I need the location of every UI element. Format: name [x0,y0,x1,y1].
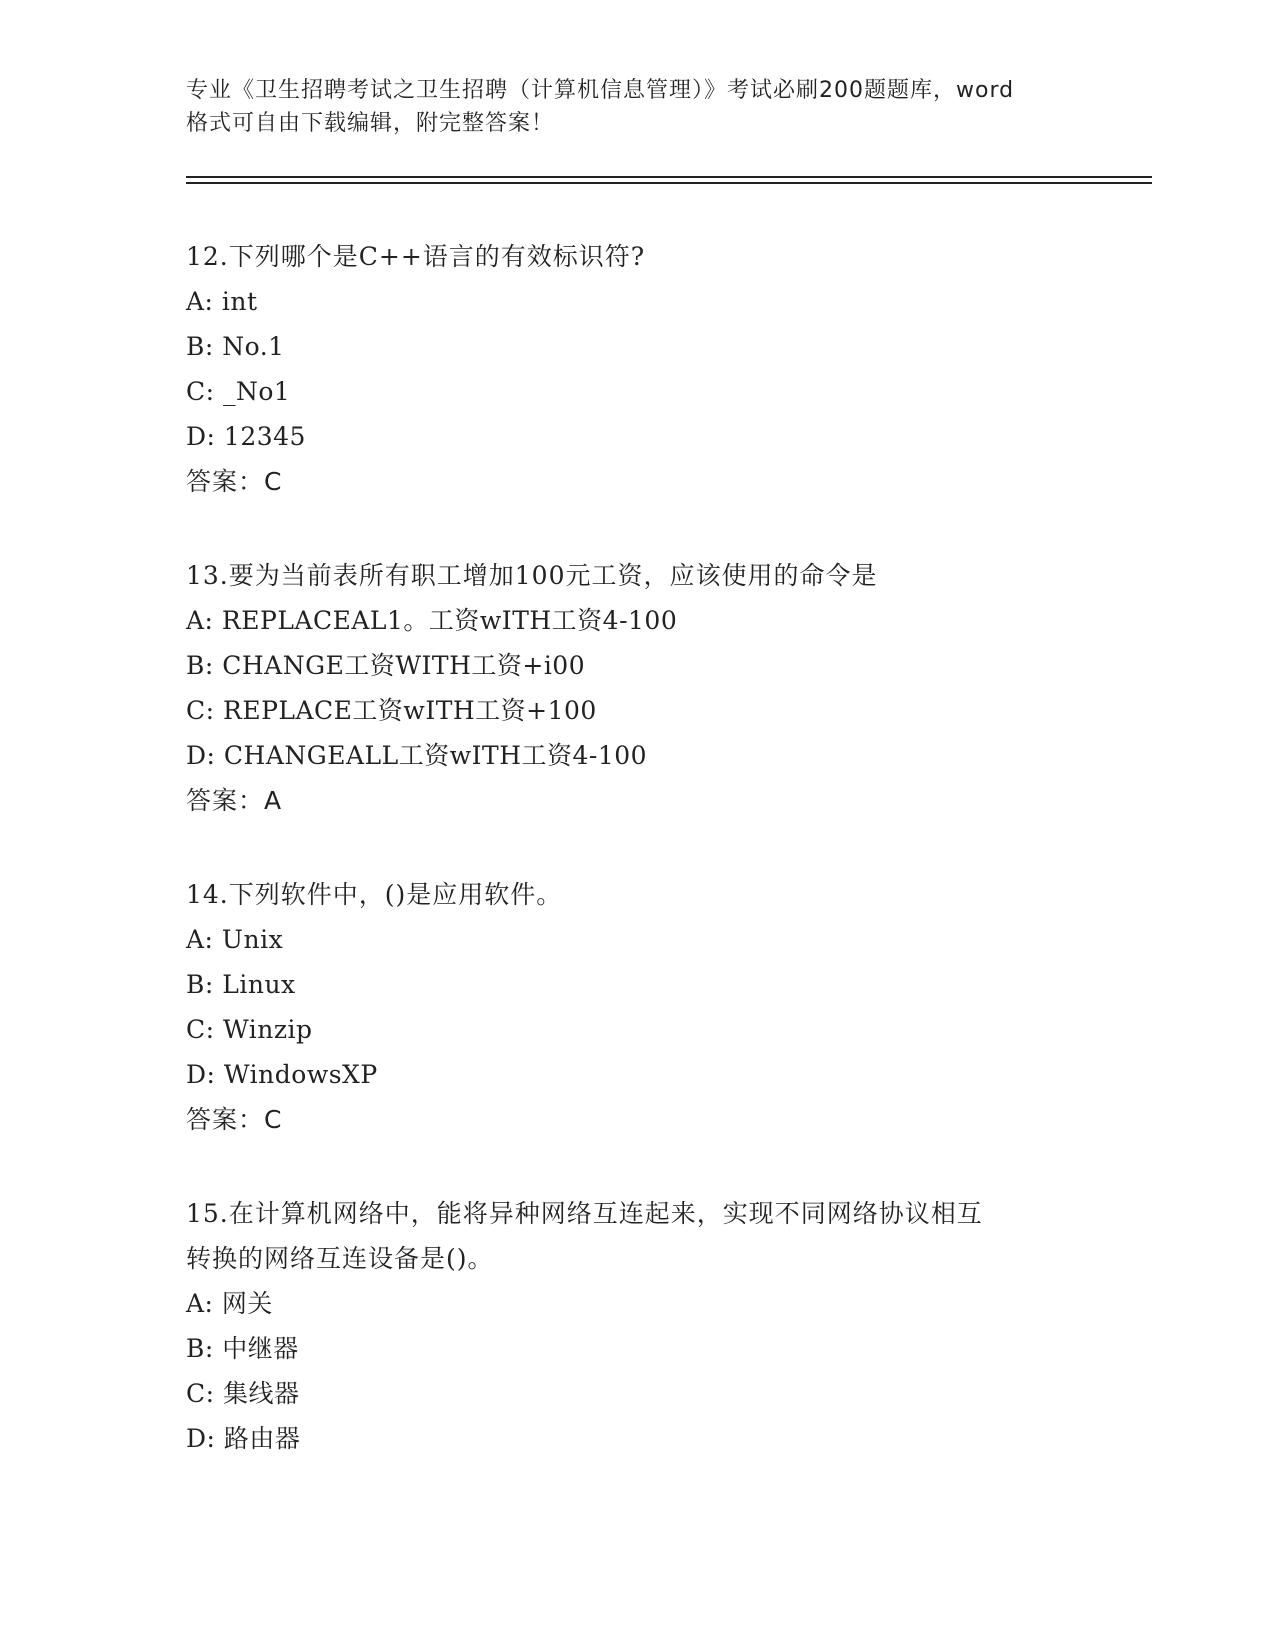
option-d: D: 路由器 [186,1424,301,1453]
question-stem-line: 15.在计算机网络中，能将异种网络互连起来，实现不同网络协议相互 [186,1199,983,1228]
question-15 [186,1191,1126,1461]
option-c: C: 集线器 [186,1379,300,1408]
option-b: B: Linux [186,970,296,999]
option-d: D: CHANGEALL工资wITH工资4-100 [186,741,648,770]
question-13 [186,553,1126,823]
answer: 答案：A [186,786,283,815]
option-d: D: 12345 [186,422,306,451]
option-b: B: No.1 [186,332,285,361]
option-a: A: 网关 [186,1289,273,1318]
option-a: A: Unix [186,925,284,954]
header-line-2: 格式可自由下载编辑，附完整答案！ [186,111,555,136]
option-b: B: 中继器 [186,1334,299,1363]
question-stem-line: 转换的网络互连设备是()。 [186,1244,494,1273]
option-a: A: int [186,287,258,316]
option-a: A: REPLACEAL1。工资wITH工资4-100 [186,606,678,635]
question-stem [186,553,1126,598]
option-b: B: CHANGE工资WITH工资+i00 [186,651,586,680]
document-header [186,74,1106,140]
option-c: C: Winzip [186,1015,313,1044]
question-14 [186,872,1126,1142]
answer: 答案：C [186,1105,283,1134]
header-divider-top [186,176,1152,178]
option-d: D: WindowsXP [186,1060,378,1089]
option-c: C: REPLACE工资wITH工资+100 [186,696,597,725]
question-stem-line: 12.下列哪个是C++语言的有效标识符? [186,242,646,271]
question-stem [186,1191,1126,1281]
question-stem [186,872,1126,917]
header-line-1: 专业《卫生招聘考试之卫生招聘（计算机信息管理）》考试必刷200题题库，word [186,78,1015,103]
question-stem [186,234,1126,279]
question-stem-line: 13.要为当前表所有职工增加100元工资，应该使用的命令是 [186,561,878,590]
question-12 [186,234,1126,504]
question-stem-line: 14.下列软件中，()是应用软件。 [186,880,563,909]
answer: 答案：C [186,467,283,496]
option-c: C: _No1 [186,377,291,406]
header-divider-bottom [186,182,1152,184]
